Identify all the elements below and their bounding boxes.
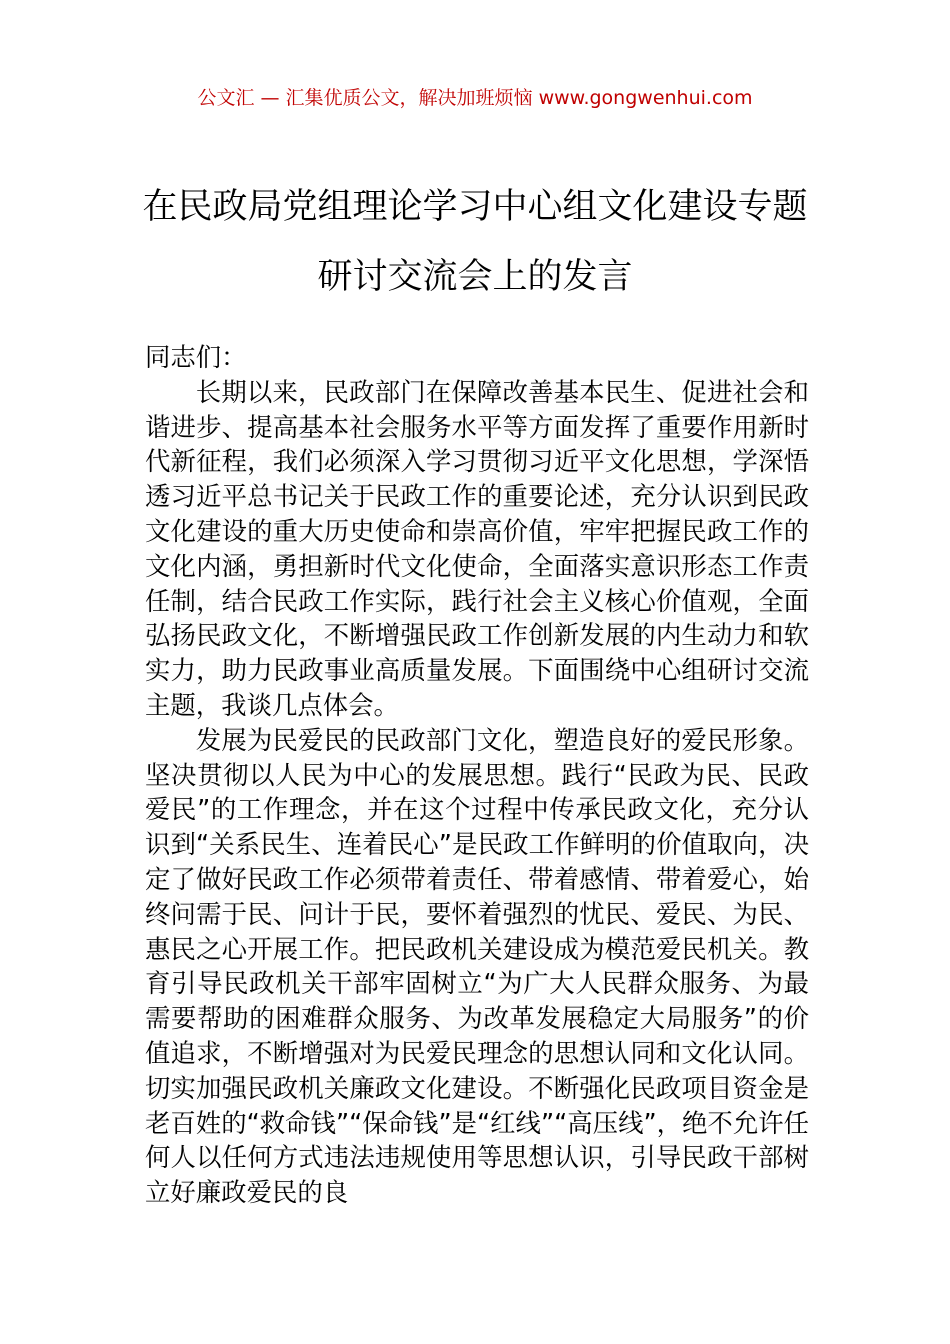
salutation: 同志们：: [145, 342, 247, 372]
document-body: [145, 340, 809, 1210]
body-paragraph-2: 发展为民爱民的民政部门文化，塑造良好的爱民形象。坚决贯彻以人民为中心的发展思想。践行“民政为民、民政爱民”的工作理念，并在这个过程中传承民政文化，充分认识到“关系民生、连着民心”是民政工作鲜明的价值取向，决定了做好民政工作必须带着责任、带着感情、带着爱心，始终问需于民、问计于民，要怀着强烈的忧民、爱民、为民、惠民之心开展工作。把民政机关建设成为模范爱民机关。教育引导民政机关干部牢固树立“为广大人民群众服务、为最需要帮助的困难群众服务、为改革发展稳定大局服务”的价值追求，不断增强对为民爱民理念的思想认同和文化认同。切实加强民政机关廉政文化建设。不断强化民政项目资金是老百姓的“救命钱”“保命钱”是“红线”“高压线”，绝不允许任何人以任何方式违法违规使用等思想认识，引导民政干部树立好廉政爱民的良: [145, 724, 809, 1208]
body-paragraph-1: 长期以来，民政部门在保障改善基本民生、促进社会和谐进步、提高基本社会服务水平等方面发挥了重要作用新时代新征程，我们必须深入学习贯彻习近平文化思想，学深悟透习近平总书记关于民政工作的重要论述，充分认识到民政文化建设的重大历史使命和崇高价值，牢牢把握民政工作的文化内涵，勇担新时代文化使命，全面落实意识形态工作责任制，结合民政工作实际，践行社会主义核心价值观，全面弘扬民政文化，不断增强民政工作创新发展的内生动力和软实力，助力民政事业高质量发展。下面围绕中心组研讨交流主题，我谈几点体会。: [145, 376, 809, 720]
site-header-banner: 公文汇 — 汇集优质公文，解决加班烦恼 www.gongwenhui.com: [197, 87, 753, 109]
document-title: 在民政局党组理论学习中心组文化建设专题研讨交流会上的发言: [142, 187, 808, 297]
